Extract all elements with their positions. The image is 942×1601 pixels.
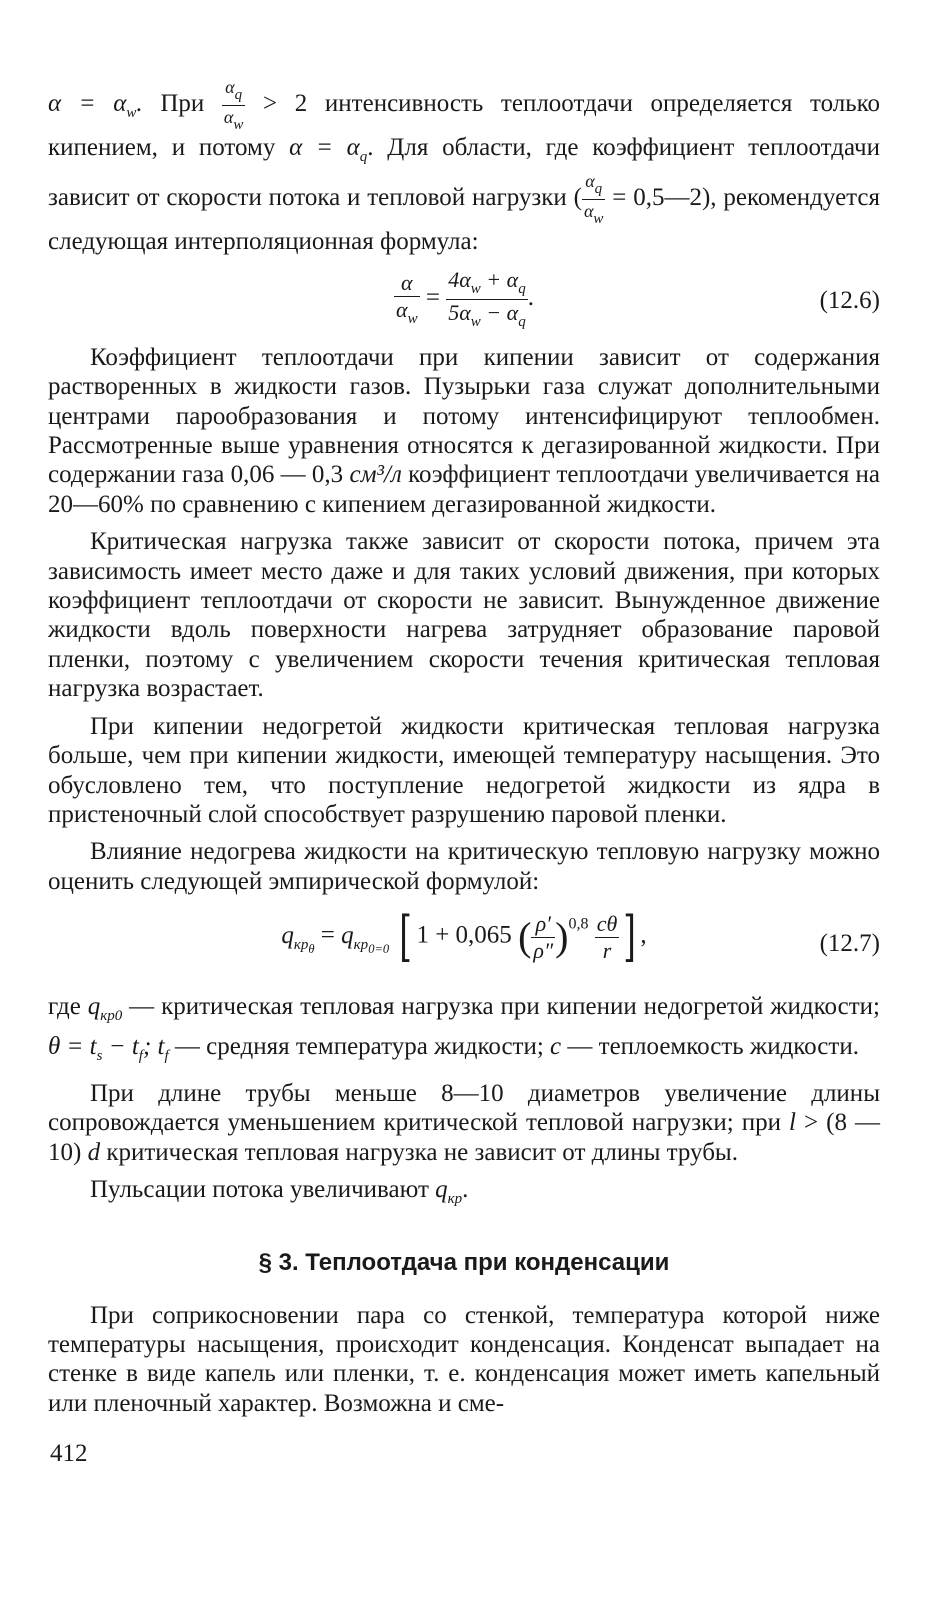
fraction-c-theta-over-r: $\frac{c\theta}{r}$ [596, 910, 618, 963]
fraction-interpolation: $\frac{4\alpha_w + \alpha_q}{5\alpha_w - \alpha_q}$ [448, 266, 526, 330]
page-body [48, 78, 880, 1418]
equation-number: (12.7) [819, 930, 880, 958]
page-number: 412 [50, 1440, 88, 1467]
fraction-alpha-over-alpha-w: $\frac{\alpha}{\alpha_w}$ [396, 269, 418, 327]
paragraph-2: Коэффициент теплоотдачи при кипении зависит от содержания растворенных в жидкости газов. Пузырьки газа служат дополнительными центрами парообразования и потому интенсифицируют теплообмен. Рассмотренные выше уравнения относятся к дегазированной жидкости. При содержании газа 0,06 — 0,3 см³/л коэффициент теплоотдачи увеличивается на 20—60% по сравнению с кипением дегазированной жидкости. [48, 343, 881, 518]
fraction-alpha-q-over-alpha-w-2: $\frac{\alpha_q}{\alpha_w}$ [583, 171, 604, 228]
paragraph-1: $\alpha = \alpha_w$. При $\frac{\alpha_q}{\alpha_w}$ > 2 интенсивность теплоотдачи определяется только кипением, и потому $\alpha = \alpha_q$. Для области, где коэффициент теплоотдачи зависит от скорости потока и тепловой нагрузки ( $\frac{\alpha_q}{\alpha_w}$ = 0,5—2), рекомендуется следующая интерполяционная формула: [48, 77, 880, 256]
equation-number: (12.6) [819, 286, 880, 314]
formula-alpha-eq-alpha-w: $\alpha = \alpha_w$. [48, 90, 143, 122]
equation-12-6: $\frac{\alpha}{\alpha_w}$ = $\frac{4\alpha_w + \alpha_q}{5\alpha_w - \alpha_q}$ . (12.6) [396, 266, 880, 330]
paragraph-6: где $q_{кр0}$ — критическая тепловая нагрузка при кипении недогретой жидкости; $\theta = t_s - t_f$; $t_f$ — средняя температура жидкости; c — теплоемкость жидкости. [48, 993, 880, 1064]
paragraph-9: При соприкосновении пара со стенкой, температура которой ниже температуры насыщения, происходит конденсация. Конденсат выпадает на стенке в виде капель или пленки, т. е. конденсация может иметь капельный или пленочный характер. Возможна и сме- [48, 1301, 880, 1417]
left-bracket: [ [399, 905, 413, 969]
formula-alpha-eq-alpha-q: $\alpha = \alpha_q$ [289, 134, 368, 165]
paragraph-8: Пульсации потока увеличивают $q_{кр}$. [90, 1176, 469, 1208]
paragraph-7: При длине трубы меньше 8—10 диаметров увеличение длины сопровождается уменьшением критической тепловой нагрузки; при l > (8 — 10) d критическая тепловая нагрузка не зависит от длины трубы. [48, 1079, 880, 1166]
paragraph-3: Критическая нагрузка также зависит от скорости потока, причем эта зависимость имеет место даже и для таких условий движения, при которых коэффициент теплоотдачи от скорости не зависит. Вынужденное движение жидкости вдоль поверхности нагрева затрудняет образование паровой пленки, поэтому с увеличением скорости течения критическая тепловая нагрузка возрастает. [48, 528, 880, 703]
right-bracket: ] [623, 905, 637, 969]
equation-12-7: $q_{кр_\theta} = q_{кр_{0=0}}$ [ 1 + 0,065 ( $\frac{\rho'}{\rho''}$ )$^{0,8}$ $\frac{c\theta}{r}$ ] , (12.7) [281, 905, 880, 969]
fraction-rho-ratio: $\frac{\rho'}{\rho''}$ [533, 910, 554, 963]
section-heading: § 3. Теплоотдача при конденсации [258, 1248, 670, 1276]
paragraph-4: При кипении недогретой жидкости критическая тепловая нагрузка больше, чем при кипении жидкости, имеющей температуру насыщения. Это обусловлено тем, что поступление недогретой жидкости из ядра в пристеночный слой способствует разрушению паровой пленки. [48, 712, 880, 828]
paragraph-5: Влияние недогрева жидкости на критическую тепловую нагрузку можно оценить следующей эмпирической формулой: [48, 838, 880, 895]
fraction-alpha-q-over-alpha-w: $\frac{\alpha_q}{\alpha_w}$ [223, 77, 244, 133]
